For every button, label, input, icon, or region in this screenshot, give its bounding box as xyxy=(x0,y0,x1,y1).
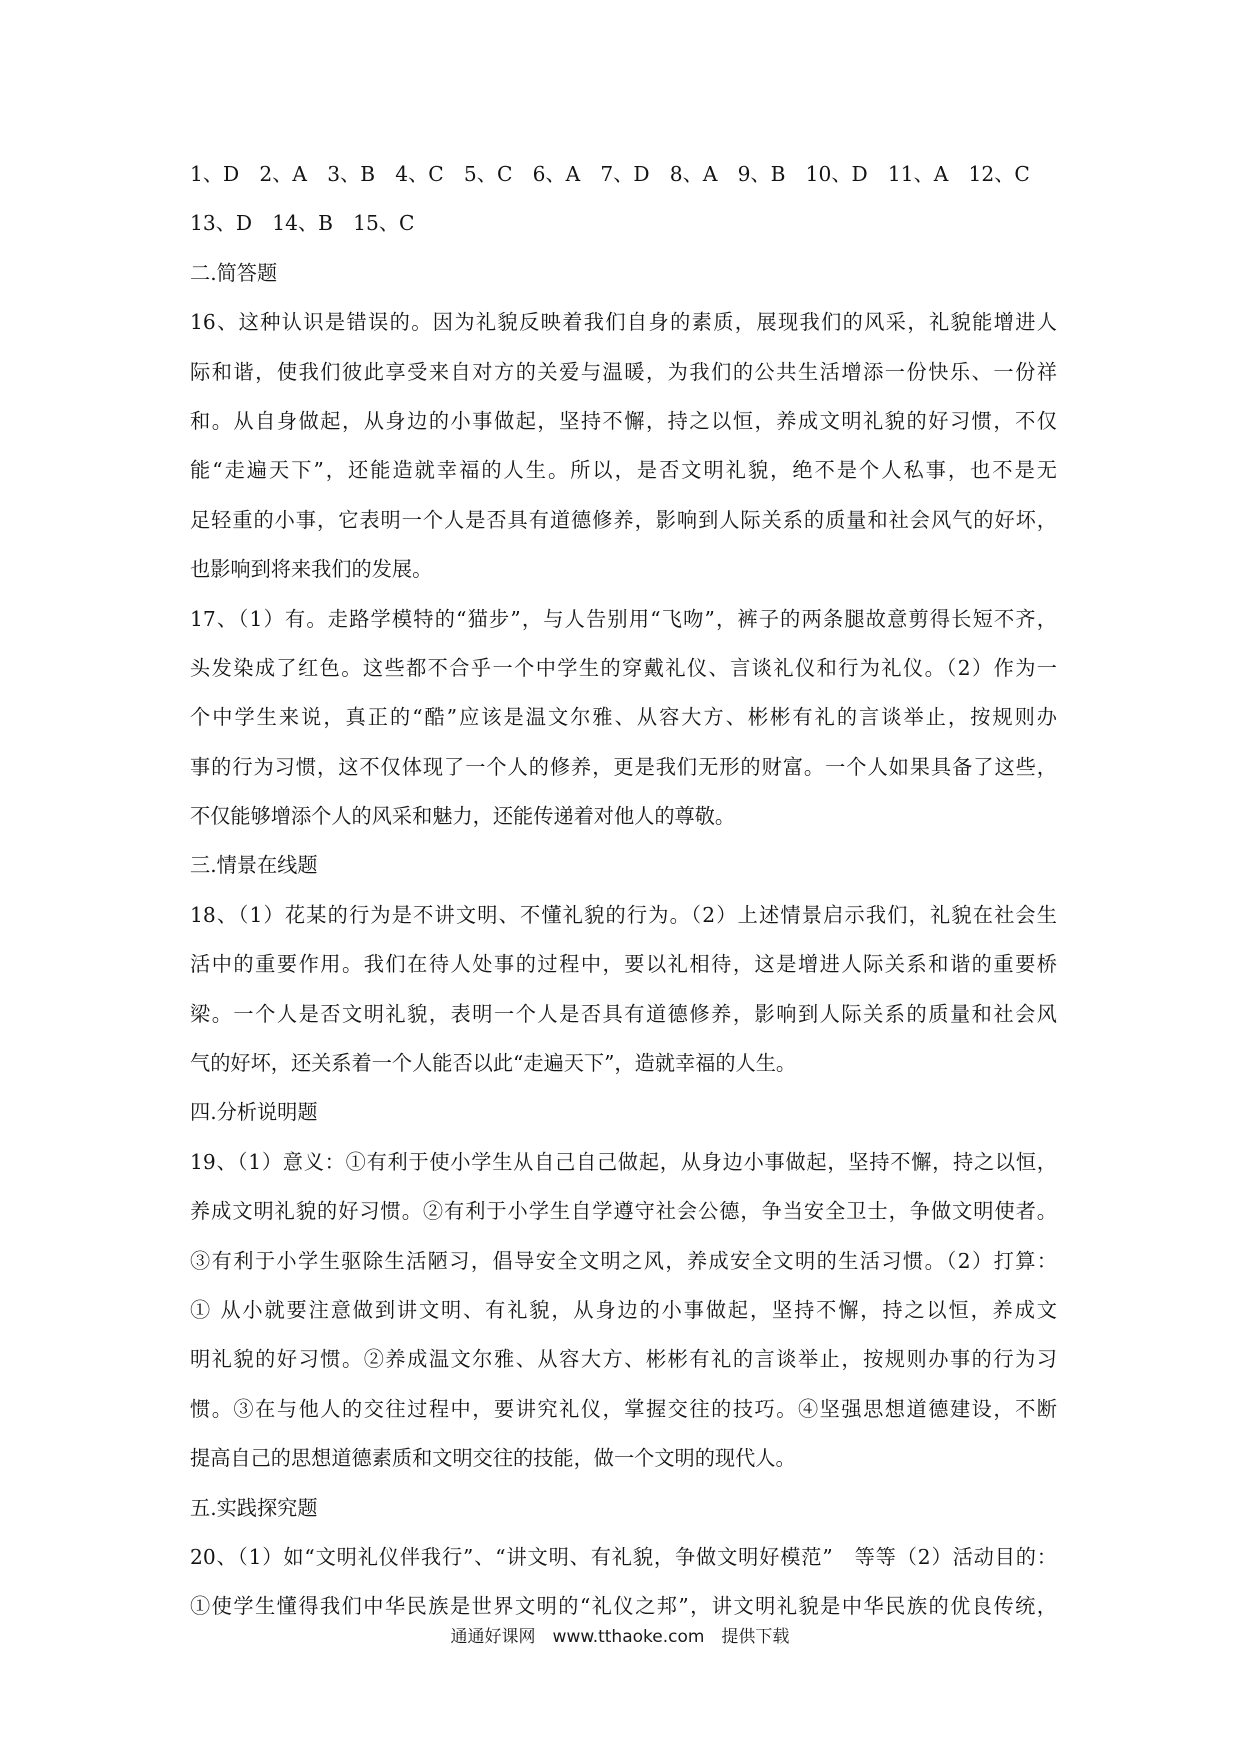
answer-line: 活中的重要作用。我们在待人处事的过程中，要以礼相待，这是增进人际关系和谐的重要桥 xyxy=(190,952,1057,977)
answer-line: 惯。③在与他人的交往过程中，要讲究礼仪，掌握交往的技巧。④坚强思想道德建设，不断 xyxy=(190,1396,1057,1421)
answer-17 xyxy=(190,595,1057,842)
answer-line: 16、这种认识是错误的。因为礼貌反映着我们自身的素质，展现我们的风采，礼貌能增进人 xyxy=(190,310,1057,335)
answer-line: 18、（1）花某的行为是不讲文明、不懂礼貌的行为。（2）上述情景启示我们，礼貌在社会生 xyxy=(190,902,1057,927)
answer-line: 也影响到将来我们的发展。 xyxy=(190,557,433,582)
answer-20 xyxy=(190,1533,1057,1632)
answer-line: 气的好坏，还关系着一个人能否以此“走遍天下”，造就幸福的人生。 xyxy=(190,1051,797,1076)
answer-line: 事的行为习惯，这不仅体现了一个人的修养，更是我们无形的财富。一个人如果具备了这些， xyxy=(190,754,1057,779)
answer-line: 足轻重的小事，它表明一个人是否具有道德修养，影响到人际关系的质量和社会风气的好坏， xyxy=(190,507,1057,532)
answer-line: 头发染成了红色。这些都不合乎一个中学生的穿戴礼仪、言谈礼仪和行为礼仪。（2）作为一 xyxy=(190,655,1057,680)
section-heading-short-answer: 二.简答题 xyxy=(190,260,278,285)
answer-line: 个中学生来说，真正的“酷”应该是温文尔雅、从容大方、彬彬有礼的言谈举止，按规则办 xyxy=(190,705,1057,730)
answer-line: 19、（1）意义：①有利于使小学生从自己自己做起，从身边小事做起，坚持不懈，持之以恒， xyxy=(190,1149,1057,1174)
section-heading-scenario: 三.情景在线题 xyxy=(190,853,318,878)
answer-line: 能“走遍天下”，还能造就幸福的人生。所以，是否文明礼貌，绝不是个人私事，也不是无 xyxy=(190,458,1057,483)
answer-18 xyxy=(190,891,1057,1089)
answer-19 xyxy=(190,1138,1057,1484)
answer-line: 际和谐，使我们彼此享受来自对方的关爱与温暖，为我们的公共生活增添一份快乐、一份祥 xyxy=(190,359,1057,384)
answer-line: 不仅能够增添个人的风采和魅力，还能传递着对他人的尊敬。 xyxy=(190,804,736,829)
answer-line: 梁。一个人是否文明礼貌，表明一个人是否具有道德修养，影响到人际关系的质量和社会风 xyxy=(190,1001,1057,1026)
answer-line: 和。从自身做起，从身边的小事做起，坚持不懈，持之以恒，养成文明礼貌的好习惯，不仅 xyxy=(190,408,1057,433)
answer-line: 17、（1）有。走路学模特的“猫步”，与人告别用“飞吻”，裤子的两条腿故意剪得长短不齐， xyxy=(190,606,1057,631)
footer-source-note: 通通好课网 www.tthaoke.com 提供下载 xyxy=(450,1627,790,1647)
answer-line: 20、（1）如“文明礼仪伴我行”、“讲文明、有礼貌，争做文明好模范” 等等（2）活动目的： xyxy=(190,1544,1057,1569)
section-heading-practice: 五.实践探究题 xyxy=(190,1495,318,1520)
answer-line: 明礼貌的好习惯。②养成温文尔雅、从容大方、彬彬有礼的言谈举止，按规则办事的行为习 xyxy=(190,1347,1057,1372)
answer-line: ③有利于小学生驱除生活陋习，倡导安全文明之风，养成安全文明的生活习惯。（2）打算： xyxy=(190,1248,1057,1273)
answer-line: ①使学生懂得我们中华民族是世界文明的“礼仪之邦”，讲文明礼貌是中华民族的优良传统， xyxy=(190,1594,1057,1619)
answer-line: 提高自己的思想道德素质和文明交往的技能，做一个文明的现代人。 xyxy=(190,1446,796,1471)
answer-16 xyxy=(190,298,1057,594)
mc-answers-line-1: 1、D 2、A 3、B 4、C 5、C 6、A 7、D 8、A 9、B 10、D 11、A 12、C xyxy=(190,162,1030,186)
mc-answers-line-2: 13、D 14、B 15、C xyxy=(190,211,415,236)
section-heading-analysis: 四.分析说明题 xyxy=(190,1100,318,1125)
answer-line: 养成文明礼貌的好习惯。②有利于小学生自学遵守社会公德，争当安全卫士，争做文明使者。 xyxy=(190,1199,1057,1224)
answer-line: ① 从小就要注意做到讲文明、有礼貌，从身边的小事做起，坚持不懈，持之以恒，养成文 xyxy=(190,1297,1057,1322)
